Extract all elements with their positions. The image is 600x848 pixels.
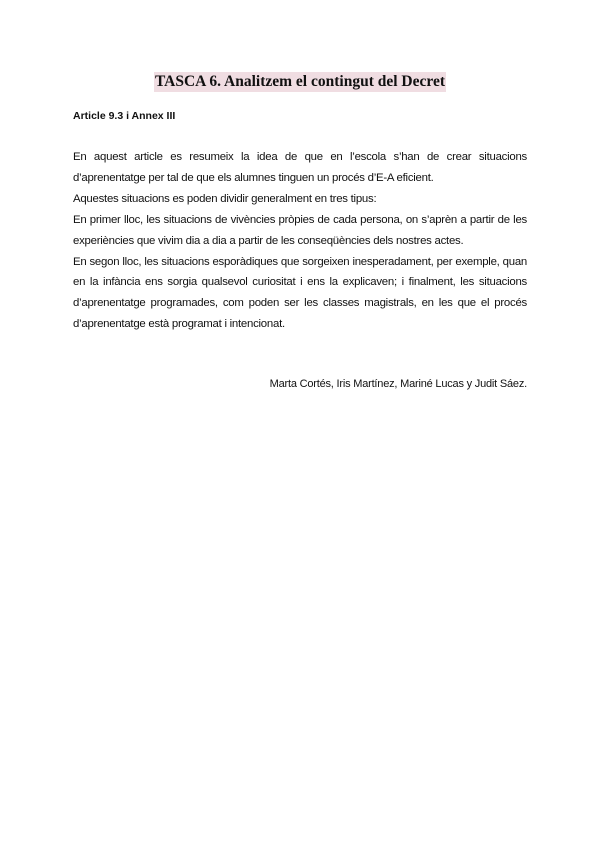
body-paragraph: En aquest article es resumeix la idea de que en l’escola s’han de crear situacions d’aprenentatge per tal de que els alumnes tinguen un procés d’E-A eficient. (73, 151, 527, 184)
body-paragraph: Aquestes situacions es poden dividir generalment en tres tipus: (73, 192, 377, 205)
author-signature: Marta Cortés, Iris Martínez, Mariné Lucas y Judit Sáez. (269, 378, 527, 390)
document-body (73, 147, 527, 335)
title-container (0, 72, 600, 92)
document-title: TASCA 6. Analitzem el contingut del Decret (154, 73, 446, 90)
body-paragraph: En segon lloc, les situacions esporàdiques que sorgeixen inesperadament, per exemple, quan en la infància ens sorgia qualsevol curiositat i ens la explicaven; i finalment, les situacions d’aprenentatge programades, com poden ser les classes magistrals, en les que el procés d’aprenentatge està programat i intencionat. (73, 255, 527, 331)
section-subheading: Article 9.3 i Annex III (73, 110, 176, 122)
body-paragraph: En primer lloc, les situacions de vivències pròpies de cada persona, on s’aprèn a partir de les experiències que vivim dia a dia a partir de les conseqüències dels nostres actes. (73, 213, 527, 247)
